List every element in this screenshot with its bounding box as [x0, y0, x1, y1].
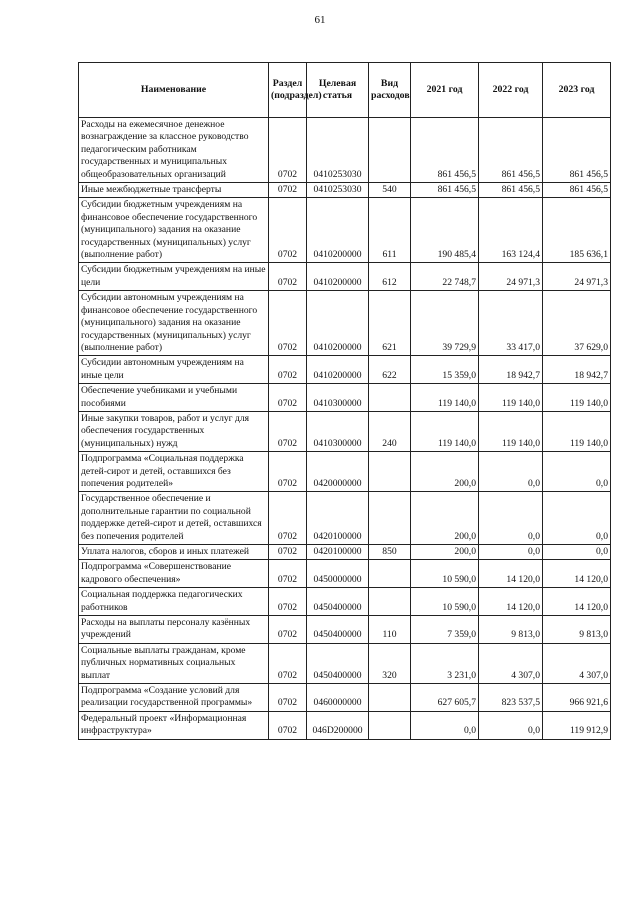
cell-y2023: 0,0 — [543, 545, 611, 560]
cell-name — [79, 384, 269, 412]
cell-name — [79, 616, 269, 644]
table-row — [79, 560, 611, 588]
cell-y2021: 861 456,5 — [411, 118, 479, 183]
cell-y2021: 39 729,9 — [411, 291, 479, 356]
table-row — [79, 684, 611, 712]
header-type: Вид расходов — [369, 63, 411, 118]
row-name-text: Субсидии автономным учреждениям на финансовое обеспечение государственного (муниципального) задания на оказание государственных (муниципальных) услуг (выполнение работ) — [81, 292, 258, 353]
cell-y2022: 24 971,3 — [479, 263, 543, 291]
cell-name — [79, 411, 269, 451]
cell-y2022: 0,0 — [479, 452, 543, 492]
cell-type: 611 — [369, 198, 411, 263]
cell-target: 0410300000 — [307, 384, 369, 412]
cell-section: 0702 — [269, 384, 307, 412]
cell-y2022: 4 307,0 — [479, 643, 543, 683]
table-row — [79, 118, 611, 183]
cell-y2022: 0,0 — [479, 545, 543, 560]
cell-type — [369, 492, 411, 545]
row-name-text: Государственное обеспечение и дополнительные гарантии по социальной поддержке детей-сирот и детей, оставшихся без попечения родителей — [81, 493, 262, 542]
cell-target: 0410300000 — [307, 411, 369, 451]
header-target: Целевая статья — [307, 63, 369, 118]
table-row — [79, 492, 611, 545]
cell-y2023: 18 942,7 — [543, 356, 611, 384]
cell-section: 0702 — [269, 411, 307, 451]
cell-y2021: 861 456,5 — [411, 183, 479, 198]
table-row — [79, 356, 611, 384]
cell-y2021: 10 590,0 — [411, 588, 479, 616]
cell-y2023: 119 140,0 — [543, 411, 611, 451]
table-row — [79, 616, 611, 644]
cell-section: 0702 — [269, 118, 307, 183]
cell-y2021: 0,0 — [411, 711, 479, 739]
table-row — [79, 452, 611, 492]
cell-y2022: 861 456,5 — [479, 183, 543, 198]
cell-y2022: 18 942,7 — [479, 356, 543, 384]
cell-y2023: 9 813,0 — [543, 616, 611, 644]
cell-name — [79, 643, 269, 683]
cell-y2022: 14 120,0 — [479, 588, 543, 616]
cell-type: 540 — [369, 183, 411, 198]
cell-section: 0702 — [269, 643, 307, 683]
cell-type — [369, 118, 411, 183]
header-2022: 2022 год — [479, 63, 543, 118]
cell-target: 0450000000 — [307, 560, 369, 588]
cell-y2023: 861 456,5 — [543, 118, 611, 183]
cell-y2023: 24 971,3 — [543, 263, 611, 291]
cell-section: 0702 — [269, 616, 307, 644]
table-row — [79, 643, 611, 683]
cell-y2022: 163 124,4 — [479, 198, 543, 263]
row-name-text: Обеспечение учебниками и учебными пособиями — [81, 385, 238, 409]
cell-y2023: 966 921,6 — [543, 684, 611, 712]
cell-type — [369, 711, 411, 739]
row-name-text: Подпрограмма «Социальная поддержка детей-сирот и детей, оставшихся без попечения родителей» — [81, 453, 244, 489]
row-name-text: Расходы на выплаты персоналу казённых учреждений — [81, 617, 251, 641]
table-row — [79, 411, 611, 451]
cell-y2021: 190 485,4 — [411, 198, 479, 263]
budget-table — [78, 62, 611, 740]
cell-section: 0702 — [269, 198, 307, 263]
table-row — [79, 545, 611, 560]
cell-name — [79, 118, 269, 183]
row-name-text: Социальные выплаты гражданам, кроме публичных нормативных социальных выплат — [81, 644, 246, 681]
cell-type — [369, 684, 411, 712]
cell-type: 621 — [369, 291, 411, 356]
cell-y2022: 14 120,0 — [479, 560, 543, 588]
cell-type: 850 — [369, 545, 411, 560]
cell-name — [79, 560, 269, 588]
cell-y2022: 33 417,0 — [479, 291, 543, 356]
cell-section: 0702 — [269, 183, 307, 198]
cell-y2021: 200,0 — [411, 545, 479, 560]
cell-y2023: 0,0 — [543, 492, 611, 545]
cell-y2022: 9 813,0 — [479, 616, 543, 644]
cell-name — [79, 711, 269, 739]
cell-section: 0702 — [269, 545, 307, 560]
row-name-text: Федеральный проект «Информационная инфраструктура» — [81, 712, 247, 737]
cell-target: 0410200000 — [307, 291, 369, 356]
cell-type: 622 — [369, 356, 411, 384]
cell-y2022: 119 140,0 — [479, 411, 543, 451]
cell-name — [79, 492, 269, 545]
cell-target: 0450400000 — [307, 643, 369, 683]
cell-y2023: 861 456,5 — [543, 183, 611, 198]
cell-target: 0410253030 — [307, 183, 369, 198]
row-name-text: Субсидии автономным учреждениям на иные цели — [81, 357, 244, 381]
row-name-text: Иные закупки товаров, работ и услуг для обеспечения государственных (муниципальных) нужд — [81, 412, 250, 449]
header-2023: 2023 год — [543, 63, 611, 118]
page-number: 61 — [314, 14, 326, 26]
cell-y2023: 14 120,0 — [543, 588, 611, 616]
cell-name — [79, 291, 269, 356]
row-name-text: Подпрограмма «Создание условий для реализации государственной программы» — [81, 685, 253, 709]
cell-type — [369, 384, 411, 412]
cell-y2023: 119 140,0 — [543, 384, 611, 412]
cell-y2021: 119 140,0 — [411, 384, 479, 412]
cell-type: 612 — [369, 263, 411, 291]
cell-section: 0702 — [269, 291, 307, 356]
cell-name — [79, 452, 269, 492]
cell-y2021: 200,0 — [411, 452, 479, 492]
row-name-text: Субсидии бюджетным учреждениям на финансовое обеспечение государственного (муниципального) задания на оказание государственных (муниципальных) услуг (выполнение работ) — [81, 199, 258, 261]
row-name-text: Расходы на ежемесячное денежное вознаграждение за классное руководство педагогическим работникам государственных и муниципальных общеобразовательных организаций — [81, 119, 249, 180]
cell-name — [79, 356, 269, 384]
cell-name — [79, 263, 269, 291]
table-row — [79, 384, 611, 412]
cell-section: 0702 — [269, 452, 307, 492]
row-name-text: Субсидии бюджетным учреждениям на иные цели — [81, 264, 266, 288]
cell-type — [369, 588, 411, 616]
cell-name — [79, 684, 269, 712]
cell-y2021: 7 359,0 — [411, 616, 479, 644]
cell-y2021: 3 231,0 — [411, 643, 479, 683]
table-header-row — [79, 63, 611, 118]
row-name-text: Иные межбюджетные трансферты — [81, 184, 222, 196]
cell-y2021: 10 590,0 — [411, 560, 479, 588]
cell-section: 0702 — [269, 684, 307, 712]
cell-target: 0420100000 — [307, 545, 369, 560]
cell-target: 0460000000 — [307, 684, 369, 712]
cell-target: 0450400000 — [307, 588, 369, 616]
cell-target: 0410200000 — [307, 356, 369, 384]
table-row — [79, 711, 611, 739]
cell-target: 0420100000 — [307, 492, 369, 545]
cell-y2021: 15 359,0 — [411, 356, 479, 384]
cell-section: 0702 — [269, 356, 307, 384]
cell-y2023: 14 120,0 — [543, 560, 611, 588]
cell-name — [79, 588, 269, 616]
table-row — [79, 183, 611, 198]
cell-type — [369, 452, 411, 492]
cell-y2022: 0,0 — [479, 711, 543, 739]
cell-y2021: 200,0 — [411, 492, 479, 545]
cell-y2023: 185 636,1 — [543, 198, 611, 263]
row-name-text: Социальная поддержка педагогических работников — [81, 589, 243, 613]
cell-name — [79, 545, 269, 560]
cell-type: 240 — [369, 411, 411, 451]
header-name: Наименование — [79, 63, 269, 118]
row-name-text: Подпрограмма «Совершенствование кадрового обеспечения» — [81, 561, 231, 585]
cell-name — [79, 198, 269, 263]
cell-section: 0702 — [269, 588, 307, 616]
cell-target: 0410200000 — [307, 263, 369, 291]
row-name-text: Уплата налогов, сборов и иных платежей — [81, 546, 250, 557]
cell-target: 0450400000 — [307, 616, 369, 644]
cell-section: 0702 — [269, 492, 307, 545]
cell-type: 110 — [369, 616, 411, 644]
table-row — [79, 198, 611, 263]
cell-section: 0702 — [269, 263, 307, 291]
cell-y2022: 823 537,5 — [479, 684, 543, 712]
cell-y2022: 861 456,5 — [479, 118, 543, 183]
cell-y2021: 627 605,7 — [411, 684, 479, 712]
cell-y2023: 37 629,0 — [543, 291, 611, 356]
table-row — [79, 588, 611, 616]
header-2021: 2021 год — [411, 63, 479, 118]
cell-y2023: 119 912,9 — [543, 711, 611, 739]
table-row — [79, 291, 611, 356]
cell-type — [369, 560, 411, 588]
cell-y2022: 0,0 — [479, 492, 543, 545]
cell-target: 0420000000 — [307, 452, 369, 492]
cell-section: 0702 — [269, 560, 307, 588]
cell-y2022: 119 140,0 — [479, 384, 543, 412]
header-section: Раздел (подраздел) — [269, 63, 307, 118]
cell-y2023: 4 307,0 — [543, 643, 611, 683]
cell-target: 046D200000 — [307, 711, 369, 739]
cell-y2021: 119 140,0 — [411, 411, 479, 451]
cell-type: 320 — [369, 643, 411, 683]
cell-y2023: 0,0 — [543, 452, 611, 492]
cell-y2021: 22 748,7 — [411, 263, 479, 291]
cell-target: 0410253030 — [307, 118, 369, 183]
cell-target: 0410200000 — [307, 198, 369, 263]
cell-section: 0702 — [269, 711, 307, 739]
cell-name — [79, 183, 269, 198]
table-row — [79, 263, 611, 291]
